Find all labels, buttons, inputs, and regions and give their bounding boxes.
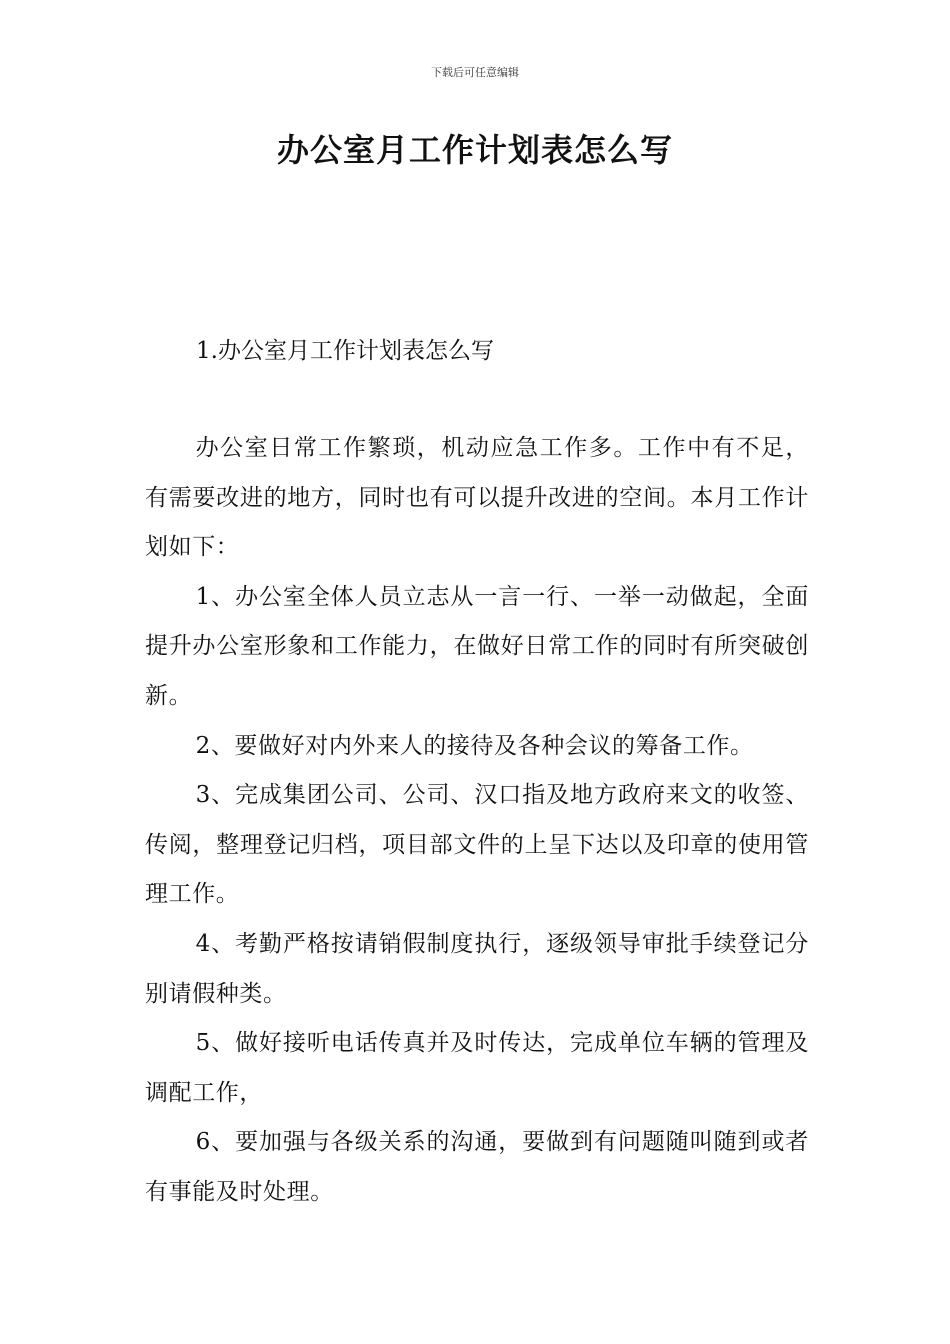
- paragraph-item-2: 2、要做好对内外来人的接待及各种会议的筹备工作。: [195, 732, 754, 759]
- header-note: 下载后可任意编辑: [431, 66, 519, 79]
- document-body: [145, 424, 809, 1218]
- paragraph-item-1: 1、办公室全体人员立志从一言一行、一举一动做起，全面提升办公室形象和工作能力，在做好日常工作的同时有所突破创新。: [145, 583, 809, 709]
- paragraph-item-3: 3、完成集团公司、公司、汉口指及地方政府来文的收签、传阅，整理登记归档，项目部文件的上呈下达以及印章的使用管理工作。: [145, 782, 809, 908]
- paragraph-item-4: 4、考勤严格按请销假制度执行，逐级领导审批手续登记分别请假种类。: [145, 930, 809, 1007]
- paragraph-item-6: 6、要加强与各级关系的沟通，要做到有问题随叫随到或者有事能及时处理。: [145, 1129, 809, 1205]
- document-title: 办公室月工作计划表怎么写: [276, 131, 673, 169]
- paragraph-item-5: 5、做好接听电话传真并及时传达，完成单位车辆的管理及调配工作，: [145, 1030, 809, 1106]
- paragraph-intro: 办公室日常工作繁琐，机动应急工作多。工作中有不足，有需要改进的地方，同时也有可以提升改进的空间。本月工作计划如下：: [145, 435, 809, 561]
- section-heading: 1.办公室月工作计划表怎么写: [196, 338, 494, 364]
